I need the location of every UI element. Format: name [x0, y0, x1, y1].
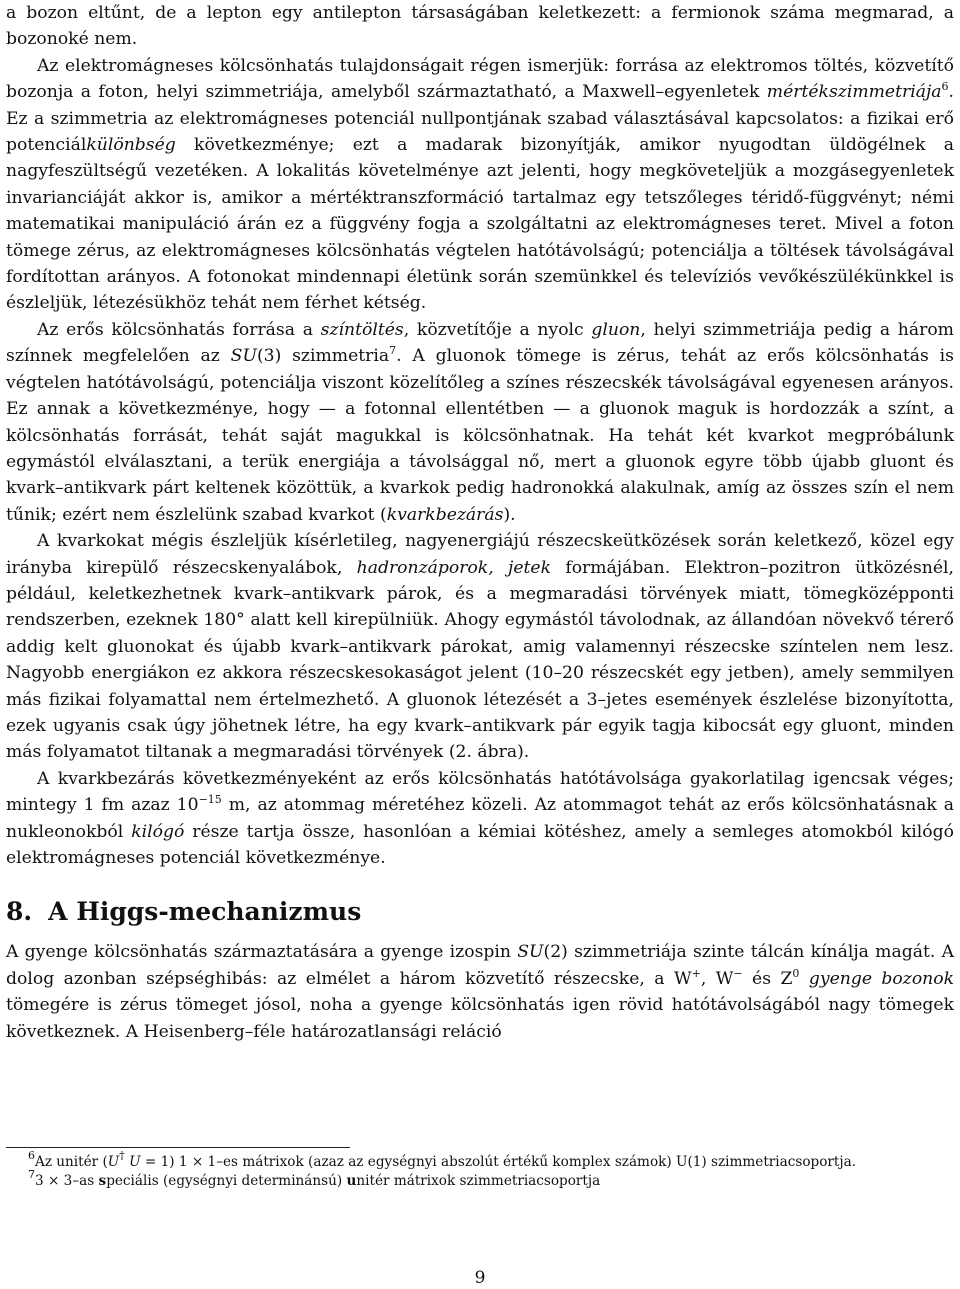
superscript: 6	[941, 80, 949, 94]
section-title: A Higgs-mechanizmus	[48, 897, 362, 927]
superscript: +	[691, 966, 701, 980]
italic-text: kvarkbezárás	[386, 504, 504, 525]
paragraph	[6, 766, 954, 872]
page-number: 9	[474, 1268, 486, 1288]
paragraph	[6, 53, 954, 317]
italic-text: kilógó	[131, 821, 185, 842]
main-text	[6, 0, 954, 871]
superscript: 6	[28, 1149, 35, 1162]
footnote	[6, 1168, 954, 1191]
text-run: = 1) 1 × 1–es mátrixok (azaz az egységnyi abszolút értékű komplex számok) U(1) szimmetriacsoportja.	[140, 1154, 857, 1170]
italic-text: U	[107, 1154, 120, 1170]
text-run: , helyi szimmetriája pedig a három színnek megfelelően az	[6, 319, 954, 367]
footnotes	[6, 1149, 954, 1191]
text-run: . Ez a szimmetria az elektromágneses potenciál nullpontjának szabad választásával kapcsolatos: a fizikai erő potenciál	[6, 82, 954, 156]
text-run: (2) szimmetriája szinte tálcán kínálja magát. A dolog azonban szépséghibás: az elmélet a három közvetítő részecske, a W	[6, 942, 954, 989]
italic-text: gyenge bozonok	[808, 968, 954, 989]
superscript: −15	[198, 793, 222, 807]
section-paragraph	[6, 939, 954, 1045]
italic-text: gluon	[591, 319, 641, 340]
paragraph	[6, 528, 954, 766]
text-run	[799, 969, 808, 989]
italic-text: SU	[517, 942, 544, 963]
superscript: −	[733, 966, 743, 980]
text-run: Az unitér (	[35, 1154, 108, 1170]
italic-text: különbség	[86, 135, 176, 156]
section-heading	[6, 897, 954, 927]
text-run: , W	[700, 968, 734, 989]
section-number: 8.	[6, 897, 33, 927]
text-run: a bozon eltűnt, de a lepton egy antilepton társaságában keletkezett: a fermionok száma megmarad, a bozonoké nem.	[6, 3, 954, 50]
text-run: nitér mátrixok szimmetriacsoportja	[356, 1173, 601, 1189]
text-run: peciális (egységnyi determinánsú)	[106, 1173, 347, 1189]
paragraph	[6, 317, 954, 528]
superscript: 7	[389, 344, 397, 358]
superscript: 0	[792, 966, 800, 980]
bold-text: s	[98, 1173, 107, 1189]
text-run: része tartja össze, hasonlóan a kémiai kötéshez, amely a semleges atomokból kilógó elektromágneses potenciál következménye.	[6, 821, 954, 868]
text-run: formájában. Elektron–pozitron ütközésnél, például, keletkezhetnek kvark–antikvark párok, és a megmaradási törvények miatt, tömegközépponti rendszerben, ezeknek 180° alatt kell kirepülniük. Ahogy egymástól távolodnak, az állandóan növekvő térerő addig kelt gluonokat és újabb kvark–antikvark párokat, amig valamennyi részecske színtelen nem lesz. Nagyobb energiákon ez akkora részecskesokaságot jelent (10–20 részecskét egy jetben), amely semmilyen más fizikai folyamattal nem értelmezhető. A gluonok létezését a 3–jetes események észlelése bizonyította, ezek ugyanis csak úgy jöhetnek létre, ha egy kvark–antikvark pár egyik tagja kibocsát egy gluont, minden más folyamatot tiltanak a megmaradási törvények (2. ábra).	[6, 557, 955, 763]
text-run: és Z	[742, 968, 793, 989]
text-run: következménye; ezt a madarak bizonyítják, amikor nyugodtan üldögélnek a nagyfeszültségű vezetéken. A lokalitás követelménye azt jelenti, hogy megköveteljük a mozgásegyenletek invarianciáját akkor is, amikor a mértéktranszformáció tartalmaz egy tetszőleges téridő-függvényt; némi matematikai manipuláció árán ez a függvény fogja a szolgáltatni az elektromágneses teret. Mivel a foton tömege zérus, az elektromágneses kölcsönhatás végtelen hatótávolságú; potenciálja a töltések távolságával fordítottan arányos. A fotonokat mindennapi életünk során szemünkkel és televíziós vevőkészülékünkkel is észleljük, létezésükhöz tehát nem férhet kétség.	[6, 135, 954, 314]
italic-text: SU	[230, 346, 257, 367]
text-run: A gyenge kölcsönhatás származtatására a gyenge izospin	[6, 942, 518, 963]
text-run: , közvetítője a nyolc	[403, 319, 592, 340]
bold-text: u	[346, 1173, 357, 1189]
paragraph	[6, 0, 954, 53]
text-run: . A gluonok tömege is zérus, tehát az erős kölcsönhatás is végtelen hatótávolságú, potenciálja viszont közelítőleg a színes részecskék távolságával egyenesen arányos. Ez annak a következménye, hogy — a fotonnal ellentétben — a gluonok maguk is hordozzák a színt, a kölcsönhatás forrását, tehát saját magukkal is kölcsönhatnak. Ha tehát két kvarkot megpróbálunk egymástól elválasztani, a terük energiája a távolsággal nő, mert a gluonok egyre több újabb gluont és kvark–antikvark párt keltenek közöttük, a kvarkok pedig hadronokká alakulnak, amíg az összes szín el nem tűnik; ezért nem észlelünk szabad kvarkot (	[6, 346, 954, 525]
footnote-rule	[6, 1147, 350, 1148]
text-run: m, az atommag méretéhez közeli. Az atommagot tehát az erős kölcsönhatásnak a nukleonokból	[6, 795, 954, 842]
page-body	[6, 0, 954, 1045]
footnote	[6, 1149, 954, 1172]
italic-text: U	[129, 1154, 141, 1170]
text-run: 3 × 3–as	[35, 1173, 99, 1189]
italic-text: hadronzáporok, jetek	[356, 557, 552, 578]
text-run: tömegére is zérus tömeget jósol, noha a gyenge kölcsönhatás igen rövid hatótávolságából nagy tömegek következnek. A Heisenberg–féle határozatlansági reláció	[6, 995, 954, 1042]
superscript: 7	[28, 1168, 35, 1181]
text-run: A kvarkokat mégis észleljük kísérletileg, nagyenergiájú részecskeütközések során keletkező, közel egy irányba kirepülő részecskenyalábok,	[6, 531, 954, 578]
text-run: A kvarkbezárás következményeként az erős kölcsönhatás hatótávolsága gyakorlatilag igencsak véges; mintegy 1 fm azaz 10	[6, 768, 954, 816]
text-run: Az erős kölcsönhatás forrása a	[37, 319, 321, 340]
italic-text: színtöltés	[320, 319, 404, 340]
superscript: †	[119, 1149, 125, 1162]
text-run: Az elektromágneses kölcsönhatás tulajdonságait régen ismerjük: forrása az elektromos töltés, közvetítő bozonja a foton, helyi szimmetriája, amelyből származtatható, a Maxwell–egyenletek	[6, 55, 954, 103]
text-run: ).	[503, 504, 516, 525]
italic-text: mértékszimmetriája	[766, 82, 942, 103]
text-run: (3) szimmetria	[256, 346, 390, 367]
